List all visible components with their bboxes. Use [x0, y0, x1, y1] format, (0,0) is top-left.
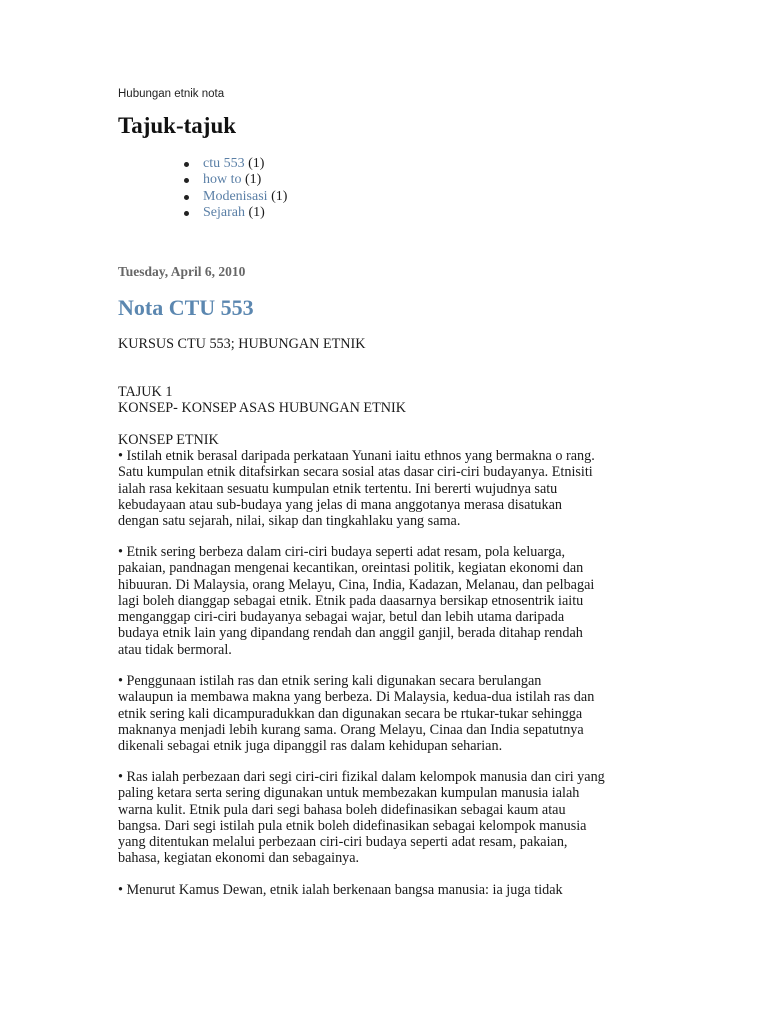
paragraph-line: bahasa, kegiatan ekonomi dan sebagainya.	[118, 850, 360, 867]
paragraph-line: warna kulit. Etnik pula dari segi bahasa boleh didefinasikan sebagai kaum atau	[118, 801, 566, 818]
paragraph-line: paling ketara serta sering digunakan untuk membezakan kumpulan manusia ialah	[118, 785, 580, 802]
label-count: (1)	[248, 156, 265, 171]
label-item	[118, 156, 287, 172]
post-date: Tuesday, April 6, 2010	[118, 264, 246, 279]
labels-heading: Tajuk-tajuk	[118, 113, 237, 138]
paragraph	[118, 882, 658, 898]
paragraph-line: ialah rasa kekitaan sesuatu kumpulan etnik tertentu. Ini bererti wujudnya satu	[118, 480, 558, 497]
paragraph-line: atau tidak bermoral.	[118, 641, 232, 658]
paragraph	[118, 448, 658, 529]
paragraph-line: lagi boleh dianggap sebagai etnik. Etnik pada daasarnya bersikap etnosentrik iaitu	[118, 592, 584, 609]
paragraph	[118, 673, 658, 754]
paragraph-line: etnik sering kali dicampuradukkan dan digunakan secara be rtukar-tukar sehingga	[118, 705, 583, 722]
paragraph-line: maknanya menjadi lebih kurang sama. Orang Melayu, Cinaa dan India sepatutnya	[118, 721, 584, 738]
paragraph-line: Satu kumpulan etnik ditafsirkan secara sosial atas dasar ciri-ciri budayanya. Etnisiti	[118, 464, 593, 481]
document-header: Hubungan etnik nota	[118, 88, 225, 100]
paragraph-line: pakaian, pandnagan mengenai kecantikan, oreintasi politik, kegiatan ekonomi dan	[118, 560, 584, 577]
paragraph-line: • Etnik sering berbeza dalam ciri-ciri budaya seperti adat resam, pola keluarga,	[118, 544, 566, 560]
paragraph-line: menganggap ciri-ciri budayanya sebagai wajar, betul dan lebih utama daripada	[118, 609, 565, 626]
label-item	[118, 172, 287, 188]
label-count: (1)	[271, 188, 288, 204]
label-count: (1)	[248, 204, 265, 220]
course-line: KURSUS CTU 553; HUBUNGAN ETNIK	[118, 336, 366, 352]
label-link-sejarah[interactable]: Sejarah	[203, 204, 245, 220]
paragraph-line: • Penggunaan istilah ras dan etnik sering kali digunakan secara berulangan	[118, 673, 542, 689]
paragraph-line: hibuuran. Di Malaysia, orang Melayu, Cina, India, Kadazan, Melanau, dan pelbagai	[118, 576, 595, 593]
paragraph-line: dengan satu sejarah, nilai, sikap dan tingkahlaku yang sama.	[118, 513, 461, 530]
paragraph-line: dikenali sebagai etnik juga dipanggil ras dalam kehidupan seharian.	[118, 738, 503, 755]
post-title[interactable]: Nota CTU 553	[118, 295, 254, 320]
label-link-modenisasi[interactable]: Modenisasi	[203, 188, 268, 204]
paragraph-line: walaupun ia membawa makna yang berbeza. Di Malaysia, kedua-dua istilah ras dan	[118, 689, 595, 706]
labels-list	[118, 156, 287, 221]
paragraph-line: yang ditentukan melalui perbezaan ciri-ciri budaya seperti adat resam, pakaian,	[118, 834, 568, 851]
label-link-ctu-553[interactable]: ctu 553	[203, 156, 245, 171]
paragraph-line: • Ras ialah perbezaan dari segi ciri-ciri fizikal dalam kelompok manusia dan ciri yang	[118, 769, 605, 785]
topic-number: TAJUK 1	[118, 384, 173, 400]
paragraph	[118, 769, 658, 867]
paragraph-line: • Istilah etnik berasal daripada perkataan Yunani iaitu ethnos yang bermakna o rang.	[118, 448, 595, 464]
paragraph-line: bangsa. Dari segi istilah pula etnik boleh didefinasikan sebagai kelompok manusia	[118, 817, 587, 834]
topic-title: KONSEP- KONSEP ASAS HUBUNGAN ETNIK	[118, 400, 406, 416]
label-item	[118, 189, 287, 205]
paragraph-line: • Menurut Kamus Dewan, etnik ialah berkenaan bangsa manusia: ia juga tidak	[118, 882, 563, 898]
section-heading: KONSEP ETNIK	[118, 432, 219, 448]
label-count: (1)	[245, 172, 262, 188]
label-link-how-to[interactable]: how to	[203, 172, 242, 188]
paragraph-line: kebudayaan atau sub-budaya yang jelas di mana anggotanya merasa disatukan	[118, 496, 562, 513]
label-item	[118, 205, 287, 221]
paragraph	[118, 544, 658, 658]
paragraph-line: budaya etnik lain yang dipandang rendah dan anggil ganjil, berada ditahap rendah	[118, 625, 583, 642]
